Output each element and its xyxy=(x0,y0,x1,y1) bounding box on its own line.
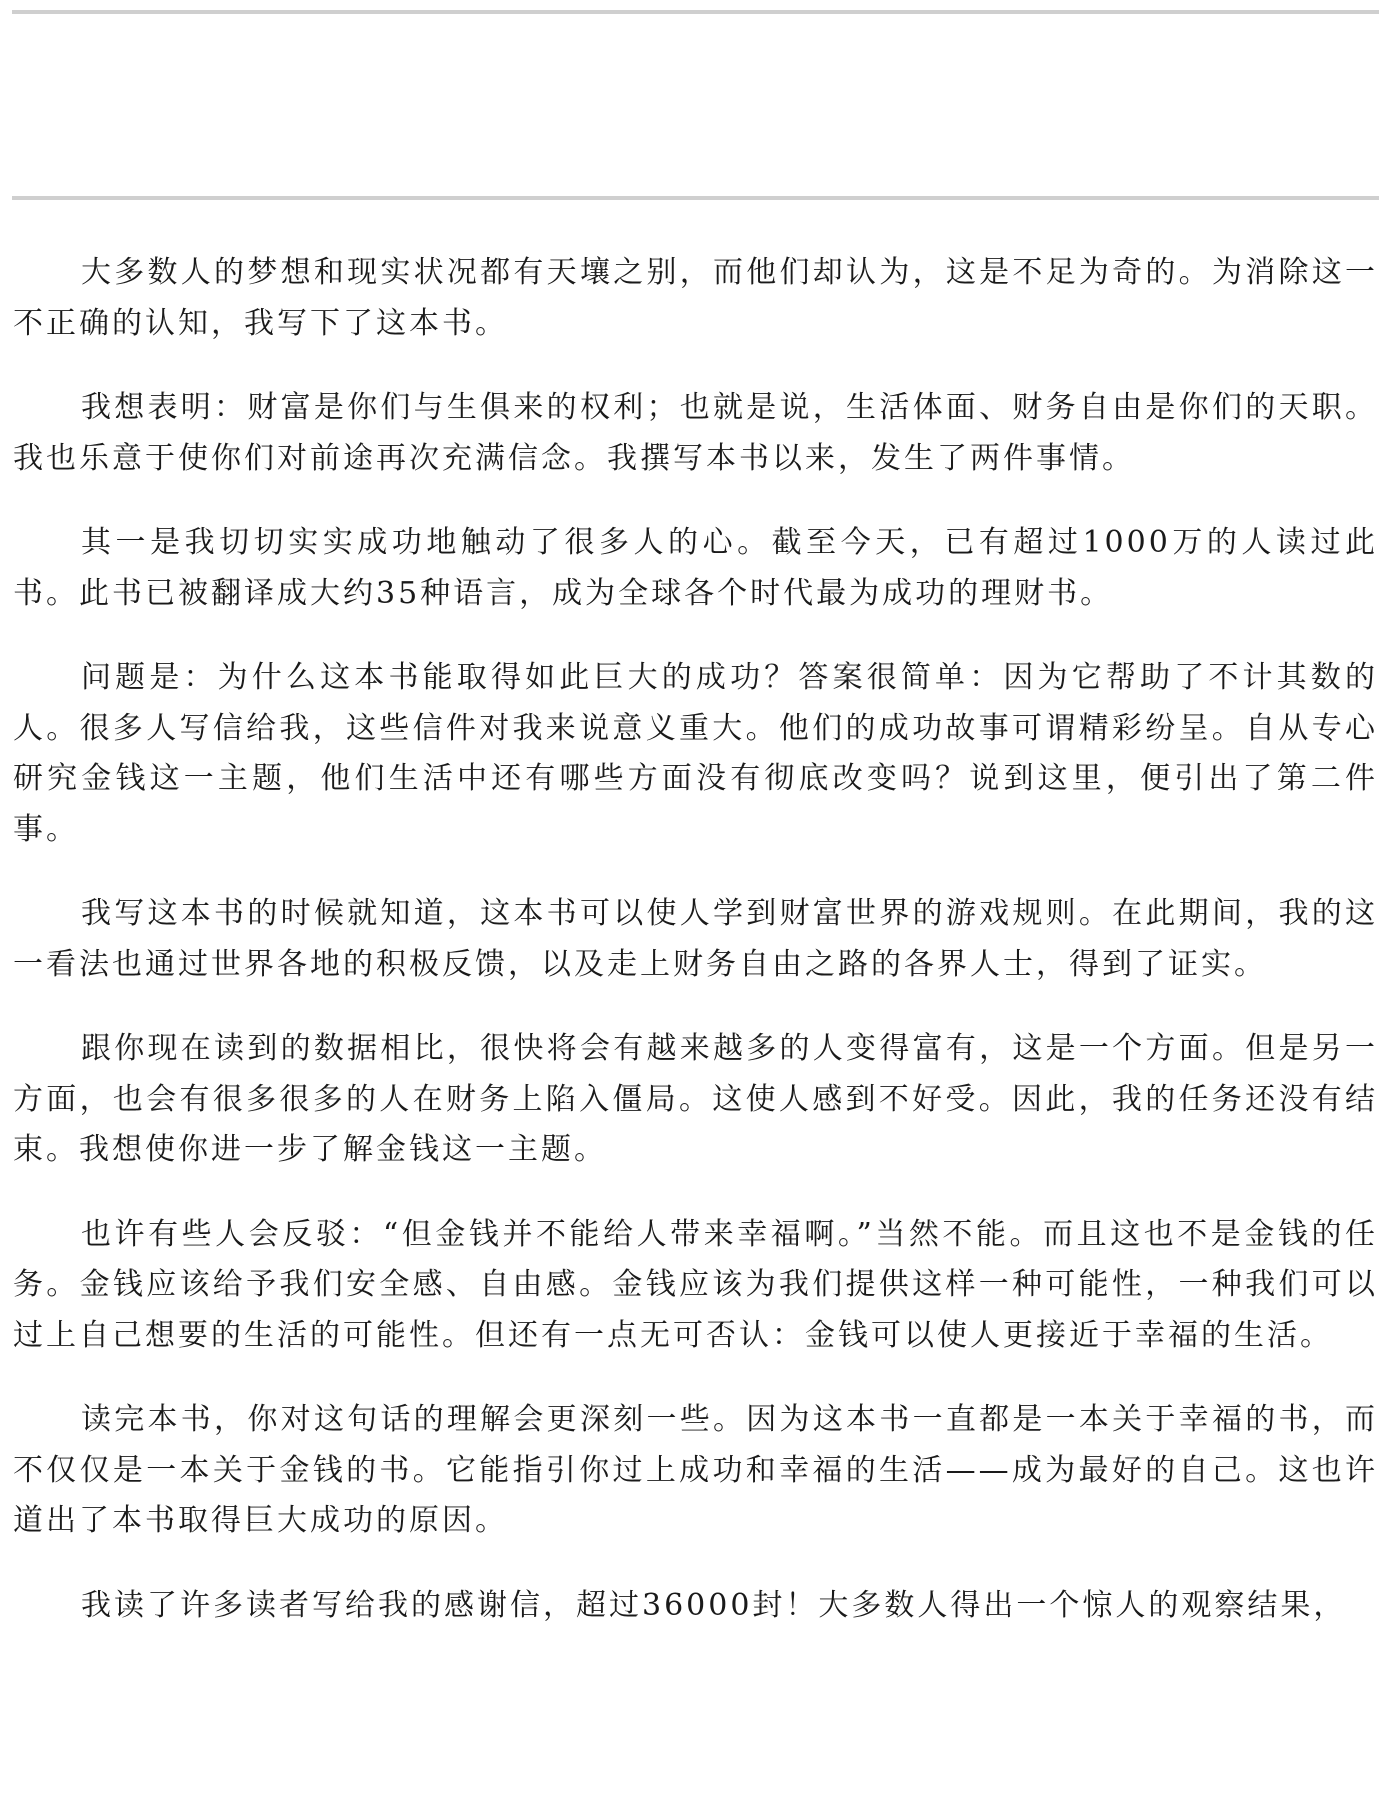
paragraph-2: 我想表明：财富是你们与生俱来的权利；也就是说，生活体面、财务自由是你们的天职。我也乐意于使你们对前途再次充满信念。我撰写本书以来，发生了两件事情。 xyxy=(13,390,1378,476)
paragraph-3: 其一是我切切实实成功地触动了很多人的心。截至今天，已有超过1000万的人读过此书。此书已被翻译成大约35种语言，成为全球各个时代最为成功的理财书。 xyxy=(13,525,1378,611)
paragraph-6: 跟你现在读到的数据相比，很快将会有越来越多的人变得富有，这是一个方面。但是另一方面，也会有很多很多的人在财务上陷入僵局。这使人感到不好受。因此，我的任务还没有结束。我想使你进一步了解金钱这一主题。 xyxy=(13,1031,1378,1167)
paragraph-9: 我读了许多读者写给我的感谢信，超过36000封！大多数人得出一个惊人的观察结果， xyxy=(81,1587,1347,1623)
document-body xyxy=(13,248,1378,1665)
header-divider xyxy=(12,196,1379,200)
paragraph-8: 读完本书，你对这句话的理解会更深刻一些。因为这本书一直都是一本关于幸福的书，而不仅仅是一本关于金钱的书。它能指引你过上成功和幸福的生活——成为最好的自己。这也许道出了本书取得巨大成功的原因。 xyxy=(13,1402,1378,1538)
paragraph-4: 问题是：为什么这本书能取得如此巨大的成功？答案很简单：因为它帮助了不计其数的人。很多人写信给我，这些信件对我来说意义重大。他们的成功故事可谓精彩纷呈。自从专心研究金钱这一主题，他们生活中还有哪些方面没有彻底改变吗？说到这里，便引出了第二件事。 xyxy=(13,660,1378,847)
paragraph-5: 我写这本书的时候就知道，这本书可以使人学到财富世界的游戏规则。在此期间，我的这一看法也通过世界各地的积极反馈，以及走上财务自由之路的各界人士，得到了证实。 xyxy=(13,896,1378,982)
top-divider xyxy=(12,10,1379,14)
paragraph-7: 也许有些人会反驳：“但金钱并不能给人带来幸福啊。”当然不能。而且这也不是金钱的任务。金钱应该给予我们安全感、自由感。金钱应该为我们提供这样一种可能性，一种我们可以过上自己想要的生活的可能性。但还有一点无可否认：金钱可以使人更接近于幸福的生活。 xyxy=(13,1216,1378,1353)
paragraph-1: 大多数人的梦想和现实状况都有天壤之别，而他们却认为，这是不足为奇的。为消除这一不正确的认知，我写下了这本书。 xyxy=(13,255,1378,341)
